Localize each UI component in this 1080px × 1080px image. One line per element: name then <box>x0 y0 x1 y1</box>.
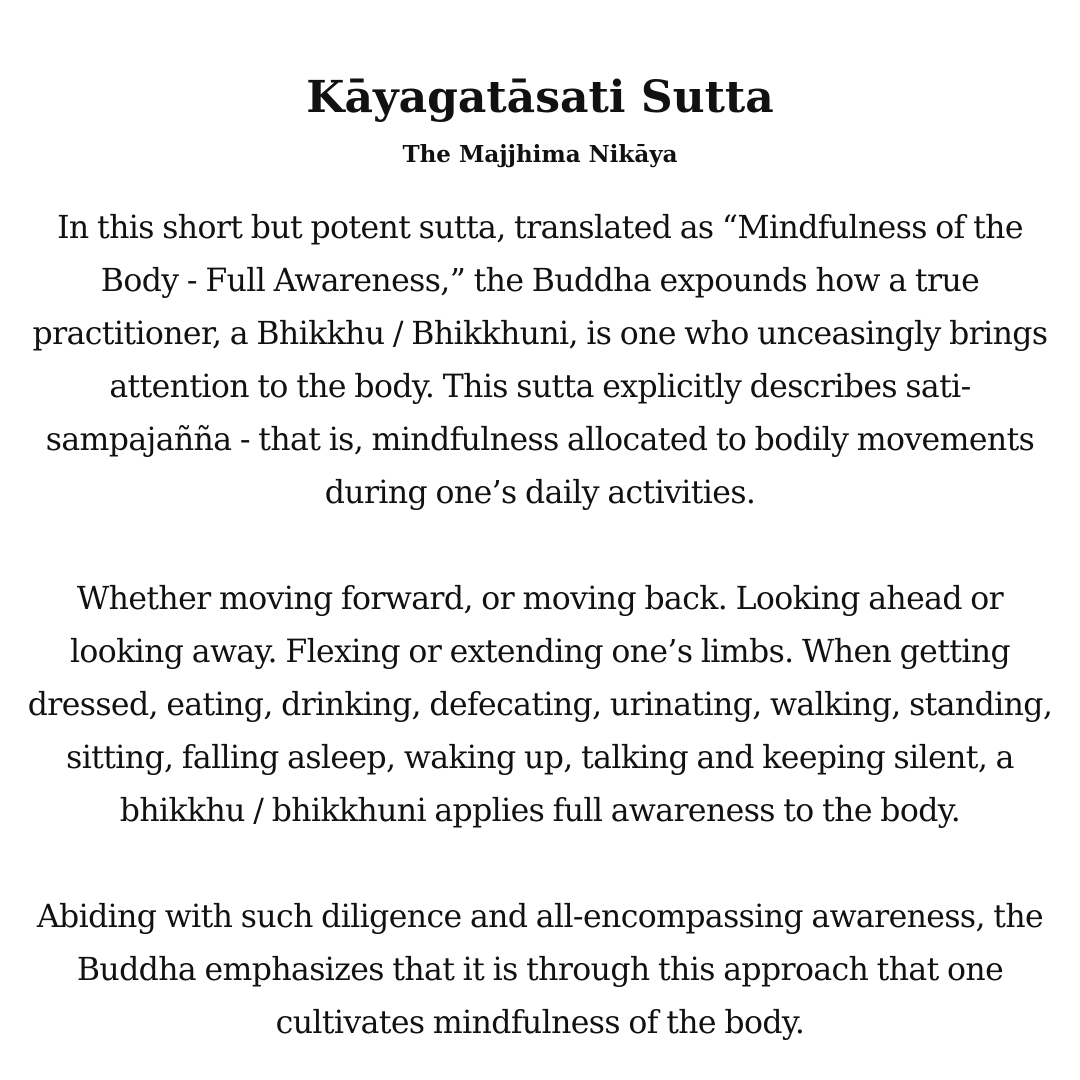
paragraph-line: Whether moving forward, or moving back. Looking ahead or <box>76 581 1004 617</box>
paragraph-activities <box>20 573 1060 838</box>
paragraph-line: In this short but potent sutta, translated as “Mindfulness of the <box>57 210 1023 246</box>
paragraph-line: bhikkhu / bhikkhuni applies full awareness to the body. <box>119 793 961 829</box>
paragraph-line: during one’s daily activities. <box>324 475 756 511</box>
paragraph-line: dressed, eating, drinking, defecating, urinating, walking, standing, <box>27 687 1053 723</box>
paragraph-line: Abiding with such diligence and all-encompassing awareness, the <box>36 899 1044 935</box>
paragraph-conclusion <box>20 891 1060 1050</box>
paragraph-line: Buddha emphasizes that it is through this approach that one <box>76 952 1004 988</box>
paragraph-line: sitting, falling asleep, waking up, talking and keeping silent, a <box>66 740 1014 776</box>
paragraph-line: attention to the body. This sutta explicitly describes sati- <box>109 369 971 405</box>
paragraph-line: looking away. Flexing or extending one’s limbs. When getting <box>69 634 1011 670</box>
paragraph-line: sampajañña - that is, mindfulness allocated to bodily movements <box>45 422 1035 458</box>
page-subtitle: The Majjhima Nikāya <box>402 141 678 168</box>
paragraph-line: cultivates mindfulness of the body. <box>275 1005 805 1041</box>
paragraph-line: Body - Full Awareness,” the Buddha expounds how a true <box>100 263 980 299</box>
page-title: Kāyagatāsati Sutta <box>306 72 774 123</box>
paragraph-line: practitioner, a Bhikkhu / Bhikkhuni, is one who unceasingly brings <box>32 316 1048 352</box>
paragraph-intro <box>20 202 1060 520</box>
